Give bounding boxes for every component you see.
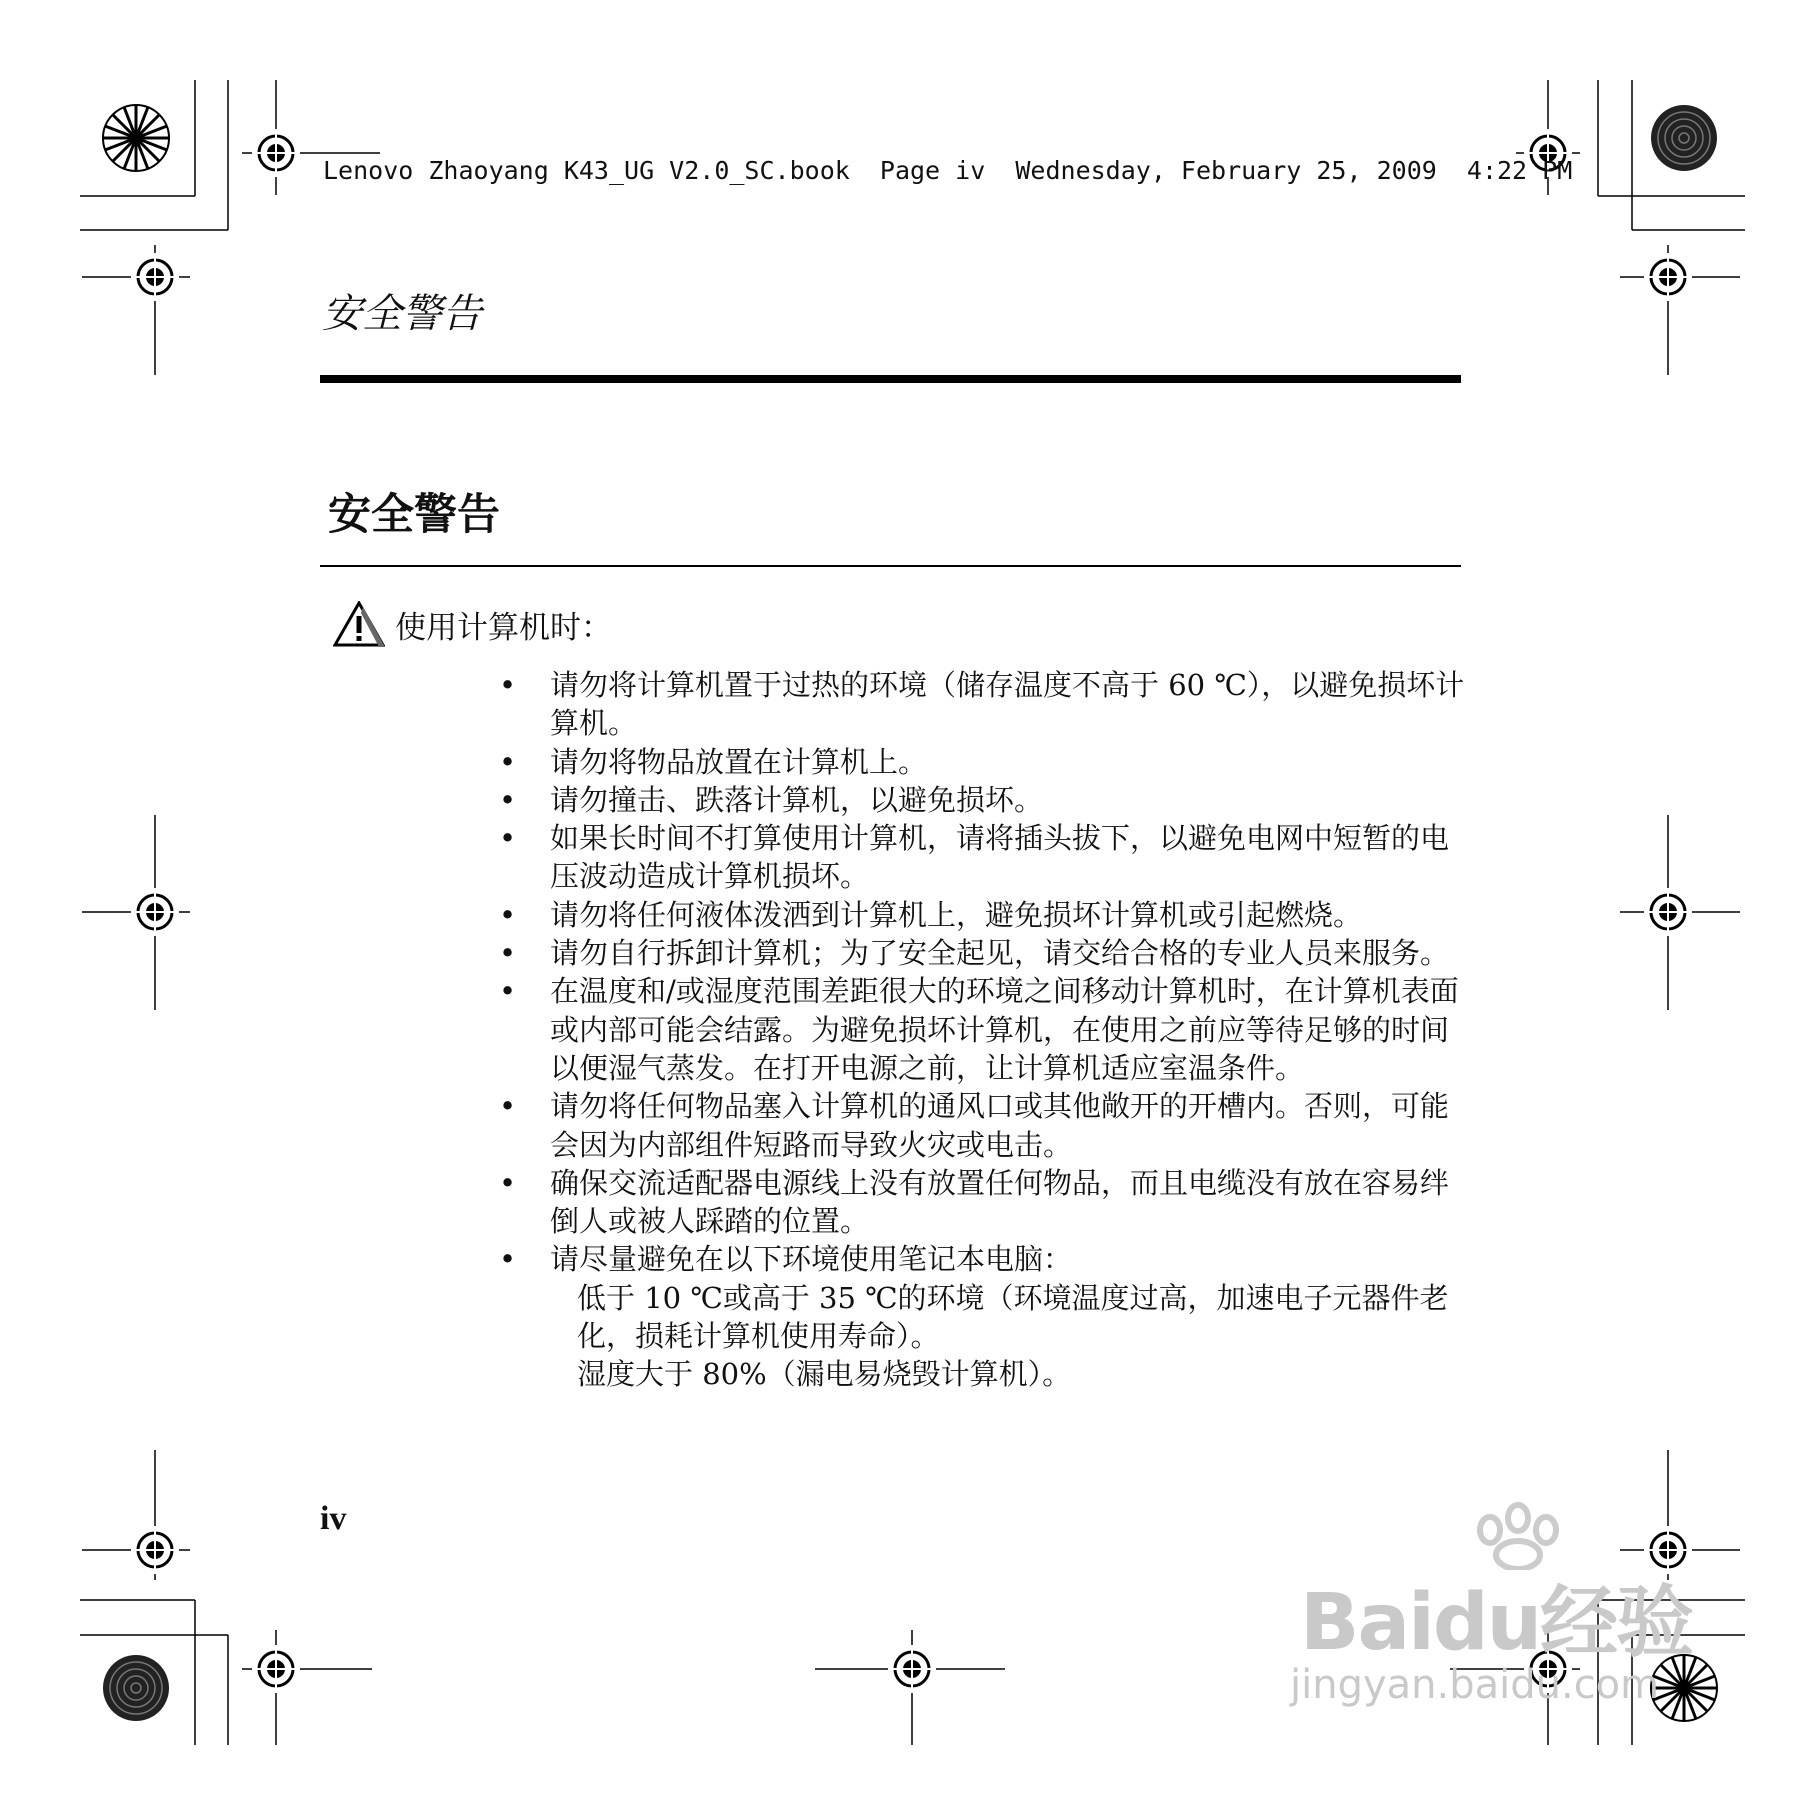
baidu-watermark: [1290, 1560, 1693, 1708]
section-rule: [320, 565, 1461, 567]
list-item: • 请勿将物品放置在计算机上。: [495, 743, 1470, 781]
star-target-icon: [103, 105, 169, 171]
list-item: • 请勿将任何液体泼洒到计算机上，避免损坏计算机或引起燃烧。: [495, 896, 1470, 934]
list-item: • 在温度和/或湿度范围差距很大的环境之间移动计算机时，在计算机表面或内部可能会结露。为避免损坏计算机，在使用之前应等待足够的时间以便湿气蒸发。在打开电源之前，让计算机适应室温条件。: [495, 972, 1470, 1087]
warning-triangle-icon: [333, 601, 385, 647]
sub-item: 低于 10 ℃或高于 35 ℃的环境（环境温度过高，加速电子元器件老化，损耗计算机使用寿命）。: [577, 1280, 1449, 1354]
section-title: 安全警告: [328, 490, 500, 540]
page-number: iv: [320, 1500, 347, 1537]
running-head: Lenovo Zhaoyang K43_UG V2.0_SC.book Page iv Wednesday, February 25, 2009 4:22 PM: [323, 156, 1573, 185]
warning-heading: [333, 601, 612, 647]
list-item: • 请勿将计算机置于过热的环境（储存温度不高于 60 ℃），以避免损坏计算机。: [495, 666, 1470, 743]
chapter-running-title: 安全警告: [322, 291, 482, 337]
target-rings-icon: [1651, 105, 1717, 171]
paw-icon: [1460, 1500, 1580, 1570]
chapter-rule: [320, 375, 1461, 383]
safety-list: [495, 666, 1470, 1394]
watermark-url: jingyan.baidu.com: [1290, 1662, 1660, 1708]
list-item: • 请勿自行拆卸计算机；为了安全起见，请交给合格的专业人员来服务。: [495, 934, 1470, 972]
list-item: • 请勿将任何物品塞入计算机的通风口或其他敞开的开槽内。否则，可能会因为内部组件短路而导致火灾或电击。: [495, 1087, 1470, 1164]
sub-item: 湿度大于 80%（漏电易烧毁计算机）。: [577, 1357, 1072, 1392]
warning-label: 使用计算机时：: [395, 609, 612, 646]
list-item: • 确保交流适配器电源线上没有放置任何物品，而且电缆没有放在容易绊倒人或被人踩踏的位置。: [495, 1164, 1470, 1241]
list-item: [495, 1240, 1470, 1393]
target-rings-icon: [103, 1655, 169, 1721]
list-item-text: • 请尽量避免在以下环境使用笔记本电脑：: [550, 1242, 1073, 1277]
watermark-main: Baidu经验: [1300, 1578, 1693, 1668]
list-item: • 请勿撞击、跌落计算机，以避免损坏。: [495, 781, 1470, 819]
list-item: • 如果长时间不打算使用计算机，请将插头拔下，以避免电网中短暂的电压波动造成计算机损坏。: [495, 819, 1470, 896]
